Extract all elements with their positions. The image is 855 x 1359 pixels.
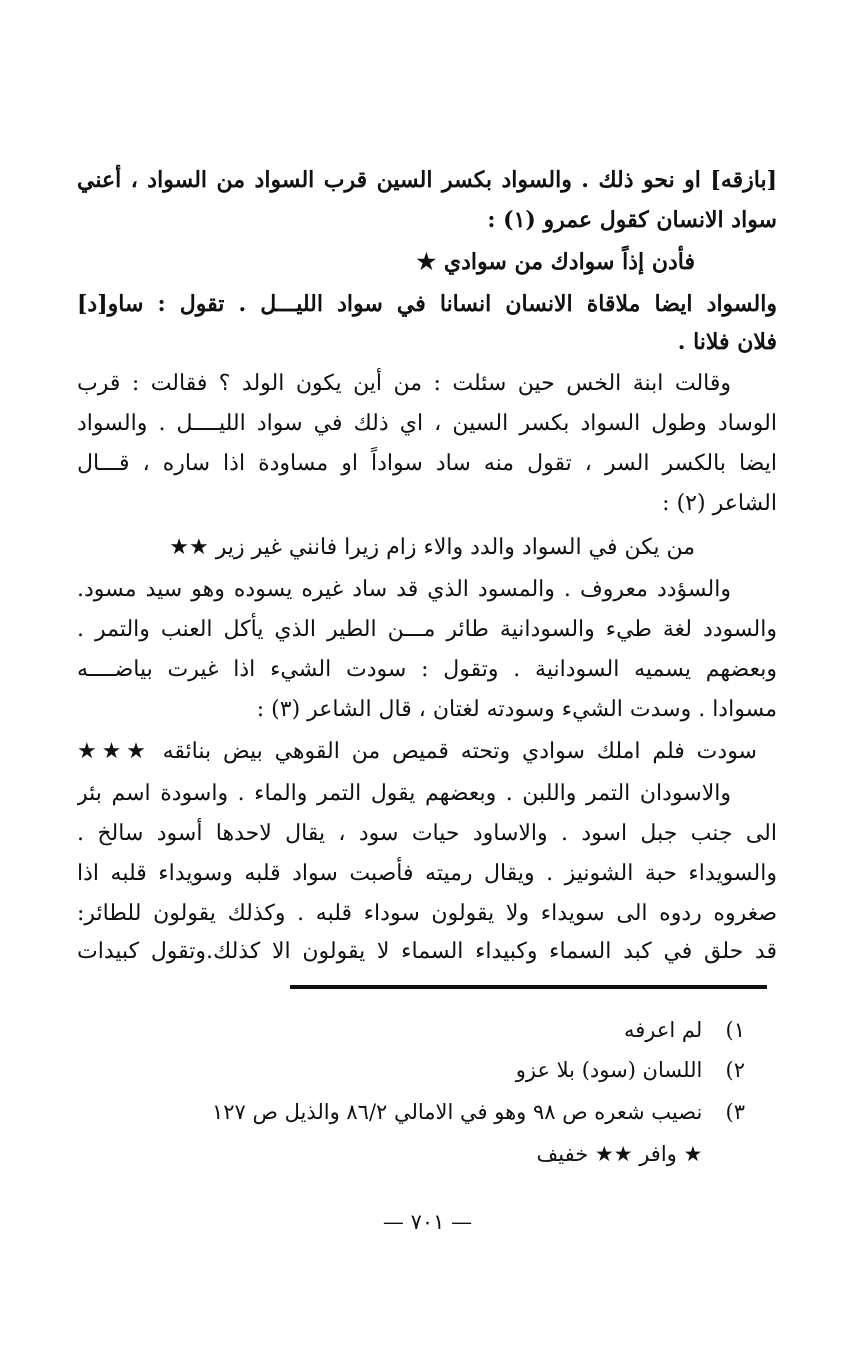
text-line-11: وبعضهم يسميه السودانية . وتقول : سودت الشيء اذا غيرت بياضــــه [77, 657, 777, 682]
text-line-9: والسؤدد معروف . والمسود الذي قد ساد غيره يسوده وهو سيد مسود. [77, 577, 731, 602]
text-line-2: سواد الانسان كقول عمرو (١) : [487, 207, 777, 233]
footnote-number: ٣) [725, 1100, 745, 1124]
footnote-2 [105, 1050, 745, 1090]
footnote-text: نصيب شعره ص ٩٨ وهو في الامالي ٨٦/٢ والذيل ص ١٢٧ [212, 1100, 703, 1124]
footnote-number: ٢) [725, 1058, 745, 1082]
footnote-number: ١) [725, 1018, 745, 1042]
text-line-17: قد حلق في كبد السماء وكبيداء السماء لا يقولون الا كذلك.وتقول كبيدات [77, 939, 777, 964]
verse-line-2: من يكن في السواد والدد والاء زام زيرا فانني غير زير ★★ [169, 535, 695, 560]
footnote-separator [290, 985, 767, 989]
page-number: — ٧٠١ — [382, 1210, 473, 1234]
text-line-4: فلان فلانا . [677, 329, 777, 355]
footnote-text: لم اعرفه [624, 1018, 703, 1042]
text-line-14: الى جنب جبل اسود . والاساود حيات سود ، يقال لاحدها أسود سالخ . [77, 821, 777, 846]
text-line-12: مسوادا . وسدت الشيء وسودته لغتان ، قال الشاعر (٣) : [256, 697, 777, 722]
text-line-5: وقالت ابنة الخس حين سئلت : من أين يكون الولد ؟ فقالت : قرب [77, 371, 731, 396]
meter-note [105, 1134, 745, 1174]
verse-line-1: فأدن إذاً سوادك من سوادي ★ [416, 249, 695, 275]
verse-line-3: سودت فلم املك سوادي وتحته قميص من القوهي بيض بنائقه ★★★ [77, 739, 757, 764]
text-line-16: صغروه ردوه الى سويداء ولا يقولون سوداء قلبه . وكذلك يقولون للطائر: [77, 901, 777, 926]
text-line-8: الشاعر (٢) : [662, 491, 777, 516]
footnote-text: ★ وافر ★★ خفيف [536, 1142, 703, 1166]
text-line-3: والسواد ايضا ملاقاة الانسان انسانا في سواد الليـــل . تقول : ساو[د] [77, 291, 777, 317]
text-line-13: والاسودان التمر واللبن . وبعضهم يقول التمر والماء . واسودة اسم بئر [77, 781, 731, 806]
text-line-6: الوساد وطول السواد بكسر السين ، اي ذلك في سواد الليــــل . والسواد [77, 411, 777, 436]
text-line-15: والسويداء حبة الشونيز . ويقال رميته فأصبت سواد قلبه وسويداء قلبه اذا [77, 861, 777, 886]
text-line-1: [بازقه] او نحو ذلك . والسواد بكسر السين قرب السواد من السواد ، أعني [77, 167, 777, 193]
text-line-7: ايضا بالكسر السر ، تقول منه ساد سواداً او مساودة اذا ساره ، قـــال [77, 451, 777, 476]
footnote-3 [105, 1092, 745, 1132]
footnote-text: اللسان (سود) بلا عزو [515, 1058, 703, 1082]
footnote-1 [105, 1010, 745, 1050]
text-line-10: والسودد لغة طيء والسودانية طائر مـــن الطير الذي يأكل العنب والتمر . [77, 617, 777, 642]
